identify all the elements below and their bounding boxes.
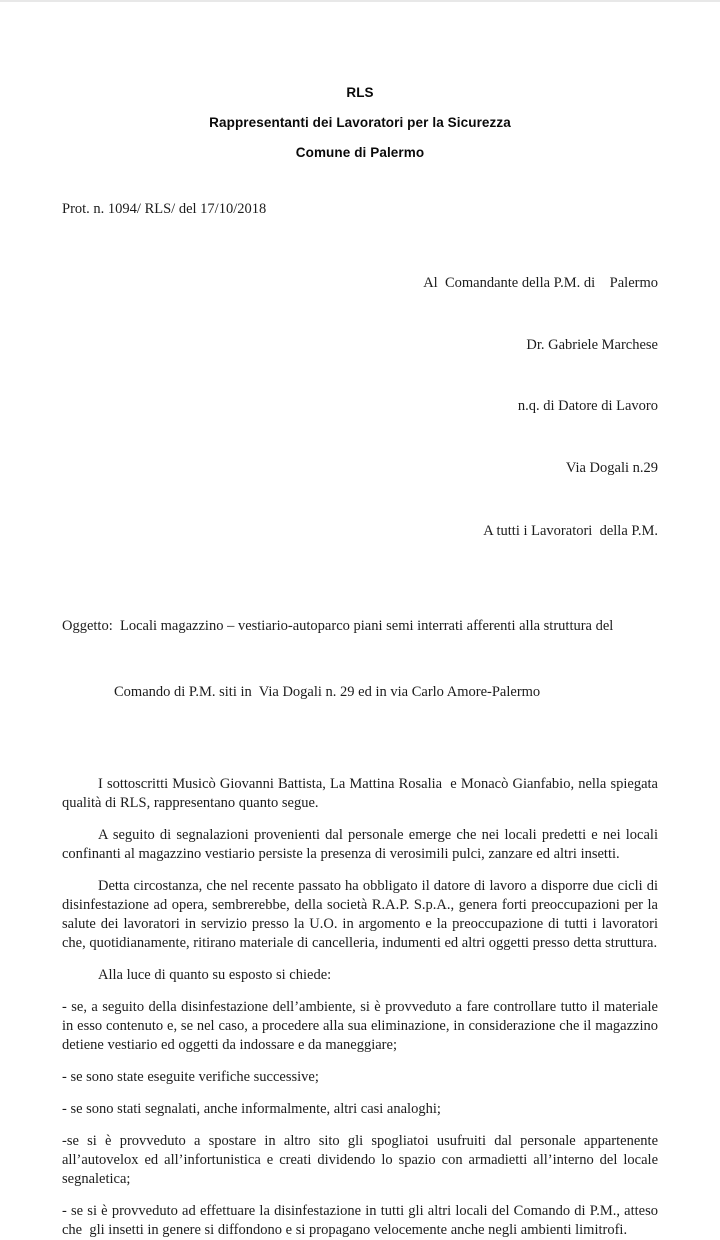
request-item: - se si è provveduto ad effettuare la disinfestazione in tutti gli altri locali del Comando di P.M., atteso che gli insetti in genere si diffondono e si propagano velocemente anche negli ambienti limitrofi. (62, 1203, 662, 1238)
paragraph: Alla luce di quanto su esposto si chiede: (98, 967, 332, 983)
recipient-line: Via Dogali n.29 (565, 459, 658, 476)
subject-line-2: Comando di P.M. siti in Via Dogali n. 29 ed in via Carlo Amore-Palermo (114, 684, 541, 700)
protocol-line: Prot. n. 1094/ RLS/ del 17/10/2018 (62, 201, 267, 217)
recipient-line: n.q. di Datore di Lavoro (517, 398, 658, 414)
recipient-line: Al Comandante della P.M. di Palermo (423, 275, 658, 291)
recipient-block (62, 232, 658, 519)
recipient-all-workers: A tutti i Lavoratori della P.M. (483, 523, 658, 539)
letterhead-title: RLS (346, 85, 374, 100)
letterhead-org: Comune di Palermo (295, 145, 425, 160)
paragraph: A seguito di segnalazioni provenienti dal personale emerge che nei locali predetti e nei locali confinanti al magazzino vestiario persiste la presenza di verosimili pulci, zanzare ed altri insetti. (62, 827, 662, 862)
request-item: - se, a seguito della disinfestazione dell’ambiente, si è provveduto a fare controllare tutto il materiale in esso contenuto e, se nel caso, a procedere alla sua eliminazione, in considerazione che il magazzino detiene vestiario ed oggetti da indossare e da maneggiare; (62, 999, 662, 1053)
paragraph: Detta circostanza, che nel recente passato ha obbligato il datore di lavoro a disporre due cicli di disinfestazione ad opera, sembrerebbe, della società R.A.P. S.p.A., genera forti preoccupazioni per la salute dei lavoratori in servizio presso la U.O. in argomento e la preoccupazione di tutti i lavoratori che, quotidianamente, ritirano materiale di cancelleria, indumenti ed altri oggetti presso detta struttura. (62, 878, 662, 951)
request-item: - se sono state eseguite verifiche successive; (62, 1069, 319, 1085)
recipient-line: Dr. Gabriele Marchese (526, 336, 658, 353)
subject-line-1: Oggetto: Locali magazzino – vestiario-autoparco piani semi interrati afferenti alla struttura del (62, 618, 614, 634)
paragraph: I sottoscritti Musicò Giovanni Battista, La Mattina Rosalia e Monacò Gianfabio, nella spiegata qualità di RLS, rappresentano quanto segue. (62, 776, 662, 811)
letterhead-subtitle: Rappresentanti dei Lavoratori per la Sicurezza (209, 115, 511, 130)
page-top-edge (0, 0, 720, 2)
subject-block (62, 571, 658, 747)
letterhead (62, 86, 658, 160)
request-item: - se sono stati segnalati, anche informalmente, altri casi analoghi; (62, 1101, 441, 1117)
document-content (0, 86, 720, 1240)
request-item: -se si è provveduto a spostare in altro sito gli spogliatoi usufruiti dal personale appartenente all’autovelox ed all’infortunistica e creati dividendo lo spazio con armadietti all’interno del locale segnaletica; (62, 1133, 662, 1187)
letter-body (62, 775, 662, 1240)
